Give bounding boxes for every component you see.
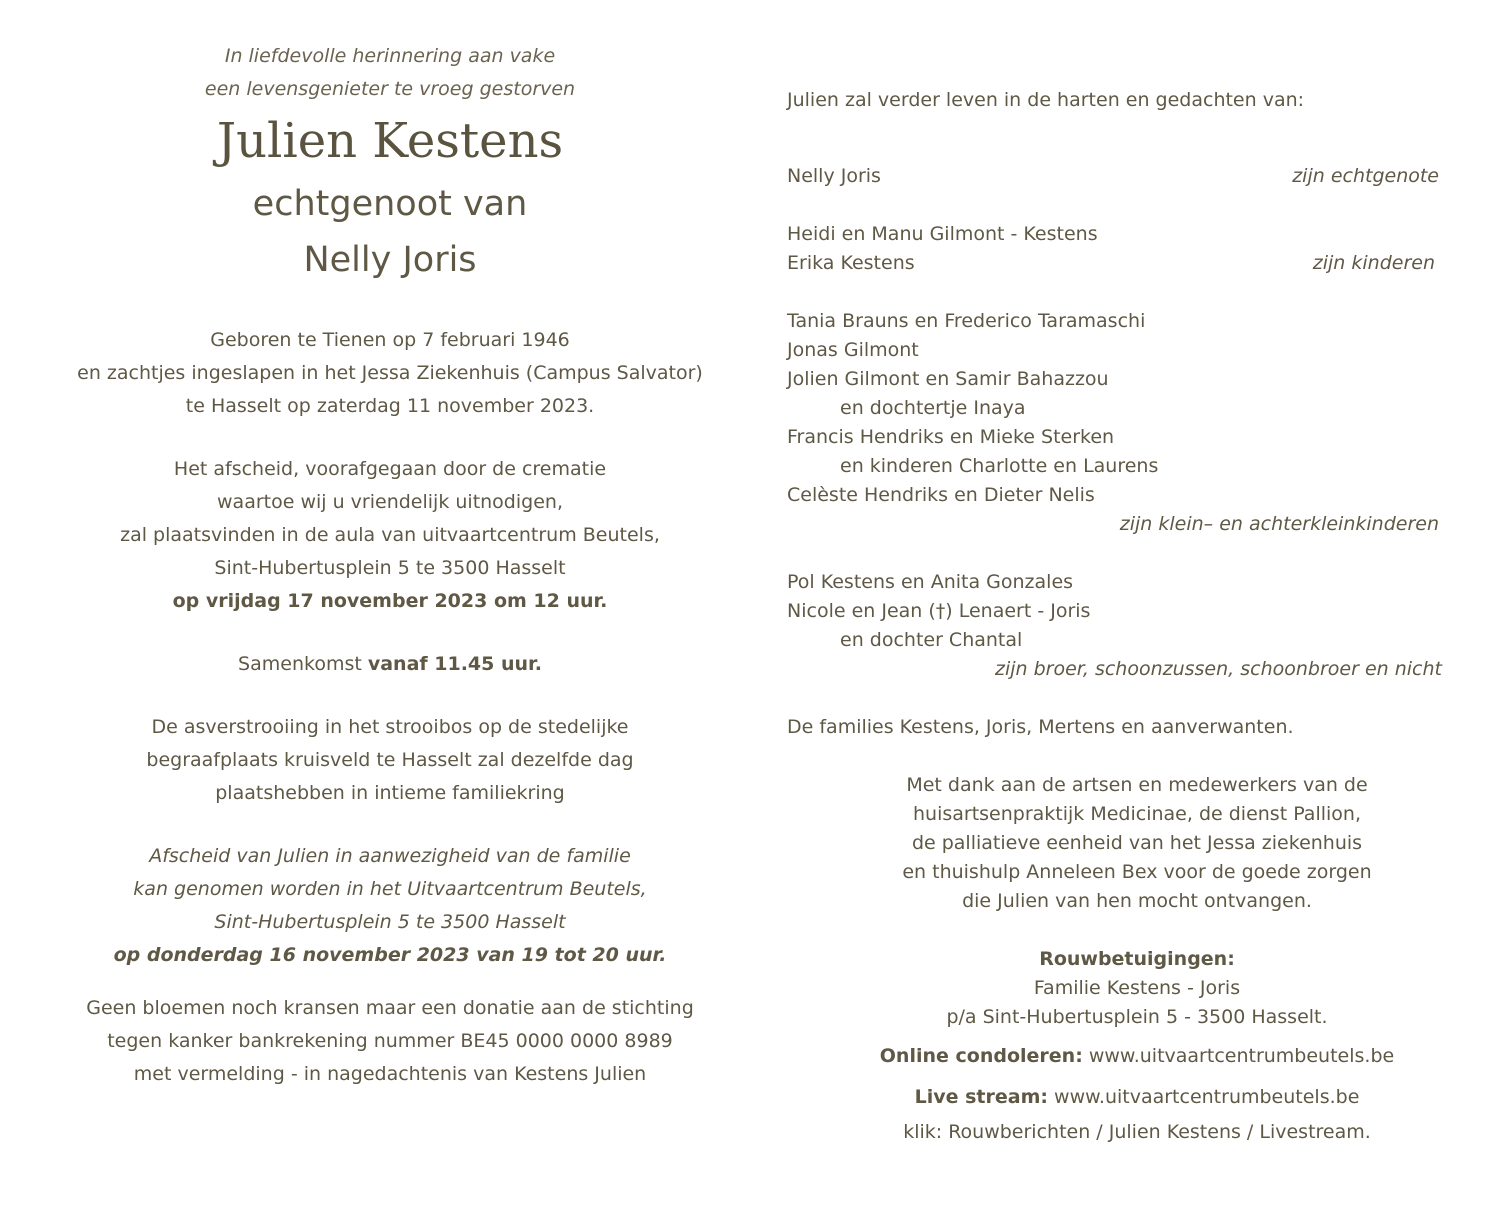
intro-line: In liefdevolle herinnering aan vake (224, 45, 556, 67)
mourner-name: en dochtertje Inaya (840, 397, 1026, 419)
thanks-block (787, 771, 1487, 1147)
left-column (30, 40, 750, 1091)
text-line: De asverstrooiing in het strooibos op de stedelijke (151, 716, 629, 738)
text-line: Sint-Hubertusplein 5 te 3500 Hasselt (214, 557, 566, 579)
farewell-date: op vrijdag 17 november 2023 om 12 uur. (172, 590, 608, 612)
relation-label: zijn kinderen (1312, 252, 1435, 274)
text-line: huisartsenpraktijk Medicinae, de dienst Pallion, (912, 803, 1361, 825)
viewing-block (30, 840, 750, 972)
text-line: en thuishulp Anneleen Bex voor de goede zorgen (902, 861, 1372, 883)
text-line: p/a Sint-Hubertusplein 5 - 3500 Hasselt. (946, 1006, 1328, 1028)
mourner-name: Jonas Gilmont (787, 339, 919, 361)
text-line: met vermelding - in nagedachtenis van Kestens Julien (133, 1063, 647, 1085)
spouse-name: Nelly Joris (303, 240, 477, 280)
text-line: de palliatieve eenheid van het Jessa ziekenhuis (911, 832, 1363, 854)
donation-block (30, 992, 750, 1091)
text-line: te Hasselt op zaterdag 11 november 2023. (185, 395, 595, 417)
relation-label: zijn broer, schoonzussen, schoonbroer en nicht (995, 658, 1442, 680)
gathering (30, 648, 750, 681)
mourner-name: en dochter Chantal (840, 629, 1023, 651)
text-line: Met dank aan de artsen en medewerkers van de (906, 774, 1368, 796)
right-column (787, 86, 1447, 1147)
stream-label: Live stream: (914, 1086, 1048, 1108)
text-line: Het afscheid, voorafgegaan door de crematie (173, 458, 607, 480)
text-line: plaatshebben in intieme familiekring (215, 782, 565, 804)
text-line: die Julien van hen mocht ontvangen. (962, 890, 1312, 912)
viewing-date: op donderdag 16 november 2023 van 19 tot 20 uur. (113, 944, 667, 966)
mourner-name: Nicole en Jean (†) Lenaert - Joris (787, 600, 1091, 622)
families-line: De families Kestens, Joris, Mertens en aanverwanten. (787, 716, 1294, 738)
text-line: Familie Kestens - Joris (1033, 977, 1241, 999)
stream-path: klik: Rouwberichten / Julien Kestens / Livestream. (903, 1121, 1371, 1143)
text-line: tegen kanker bankrekening nummer BE45 0000 0000 8989 (107, 1030, 673, 1052)
text-line: Geboren te Tienen op 7 februari 1946 (210, 329, 570, 351)
mourner-name: Erika Kestens (787, 252, 915, 274)
text-line: waartoe wij u vriendelijk uitnodigen, (217, 491, 563, 513)
children-row (787, 249, 1447, 278)
text-line: Geen bloemen noch kransen maar een donatie aan de stichting (86, 997, 694, 1019)
deceased-name: Julien Kestens (216, 113, 564, 169)
mourner-name: Heidi en Manu Gilmont - Kestens (787, 223, 1098, 245)
siblings-rel-row (787, 655, 1447, 684)
gathering-prefix: Samenkomst (238, 653, 368, 675)
mourners-heading: Julien zal verder leven in de harten en gedachten van: (787, 89, 1305, 111)
farewell-block (30, 453, 750, 618)
text-line: zal plaatsvinden in de aula van uitvaartcentrum Beutels, (120, 524, 660, 546)
grandchildren-rel-row (787, 510, 1447, 539)
text-line: en zachtjes ingeslapen in het Jessa Ziekenhuis (Campus Salvator) (77, 362, 703, 384)
mourner-name: Francis Hendriks en Mieke Sterken (787, 426, 1115, 448)
mourner-name: en kinderen Charlotte en Laurens (840, 455, 1159, 477)
mourner-name: Celèste Hendriks en Dieter Nelis (787, 484, 1095, 506)
mourner-name: Jolien Gilmont en Samir Bahazzou (787, 368, 1109, 390)
text-line: begraafplaats kruisveld te Hasselt zal dezelfde dag (146, 749, 634, 771)
spouse-row (787, 162, 1447, 191)
text-line: kan genomen worden in het Uitvaartcentrum Beutels, (133, 878, 647, 900)
text-line: Sint-Hubertusplein 5 te 3500 Hasselt (214, 911, 566, 933)
intro-line: een levensgenieter te vroeg gestorven (204, 78, 576, 100)
online-link[interactable]: www.uitvaartcentrumbeutels.be (1082, 1045, 1395, 1067)
birth-block (30, 324, 750, 423)
relation-label: zijn klein– en achterkleinkinderen (1119, 513, 1439, 535)
stream-link[interactable]: www.uitvaartcentrumbeutels.be (1047, 1086, 1360, 1108)
online-condolence (787, 1042, 1487, 1071)
condolence-heading: Rouwbetuigingen: (1039, 948, 1235, 970)
spouse-label: echtgenoot van (252, 184, 528, 224)
mourner-name: Pol Kestens en Anita Gonzales (787, 571, 1074, 593)
relation-label: zijn echtgenote (1292, 165, 1439, 187)
online-label: Online condoleren: (879, 1045, 1083, 1067)
mourner-name: Tania Brauns en Frederico Taramaschi (787, 310, 1146, 332)
mourner-name: Nelly Joris (787, 165, 881, 187)
ashes-block (30, 711, 750, 810)
text-line: Afscheid van Julien in aanwezigheid van de familie (149, 845, 631, 867)
gathering-time: vanaf 11.45 uur. (367, 653, 542, 675)
live-stream (787, 1083, 1487, 1112)
